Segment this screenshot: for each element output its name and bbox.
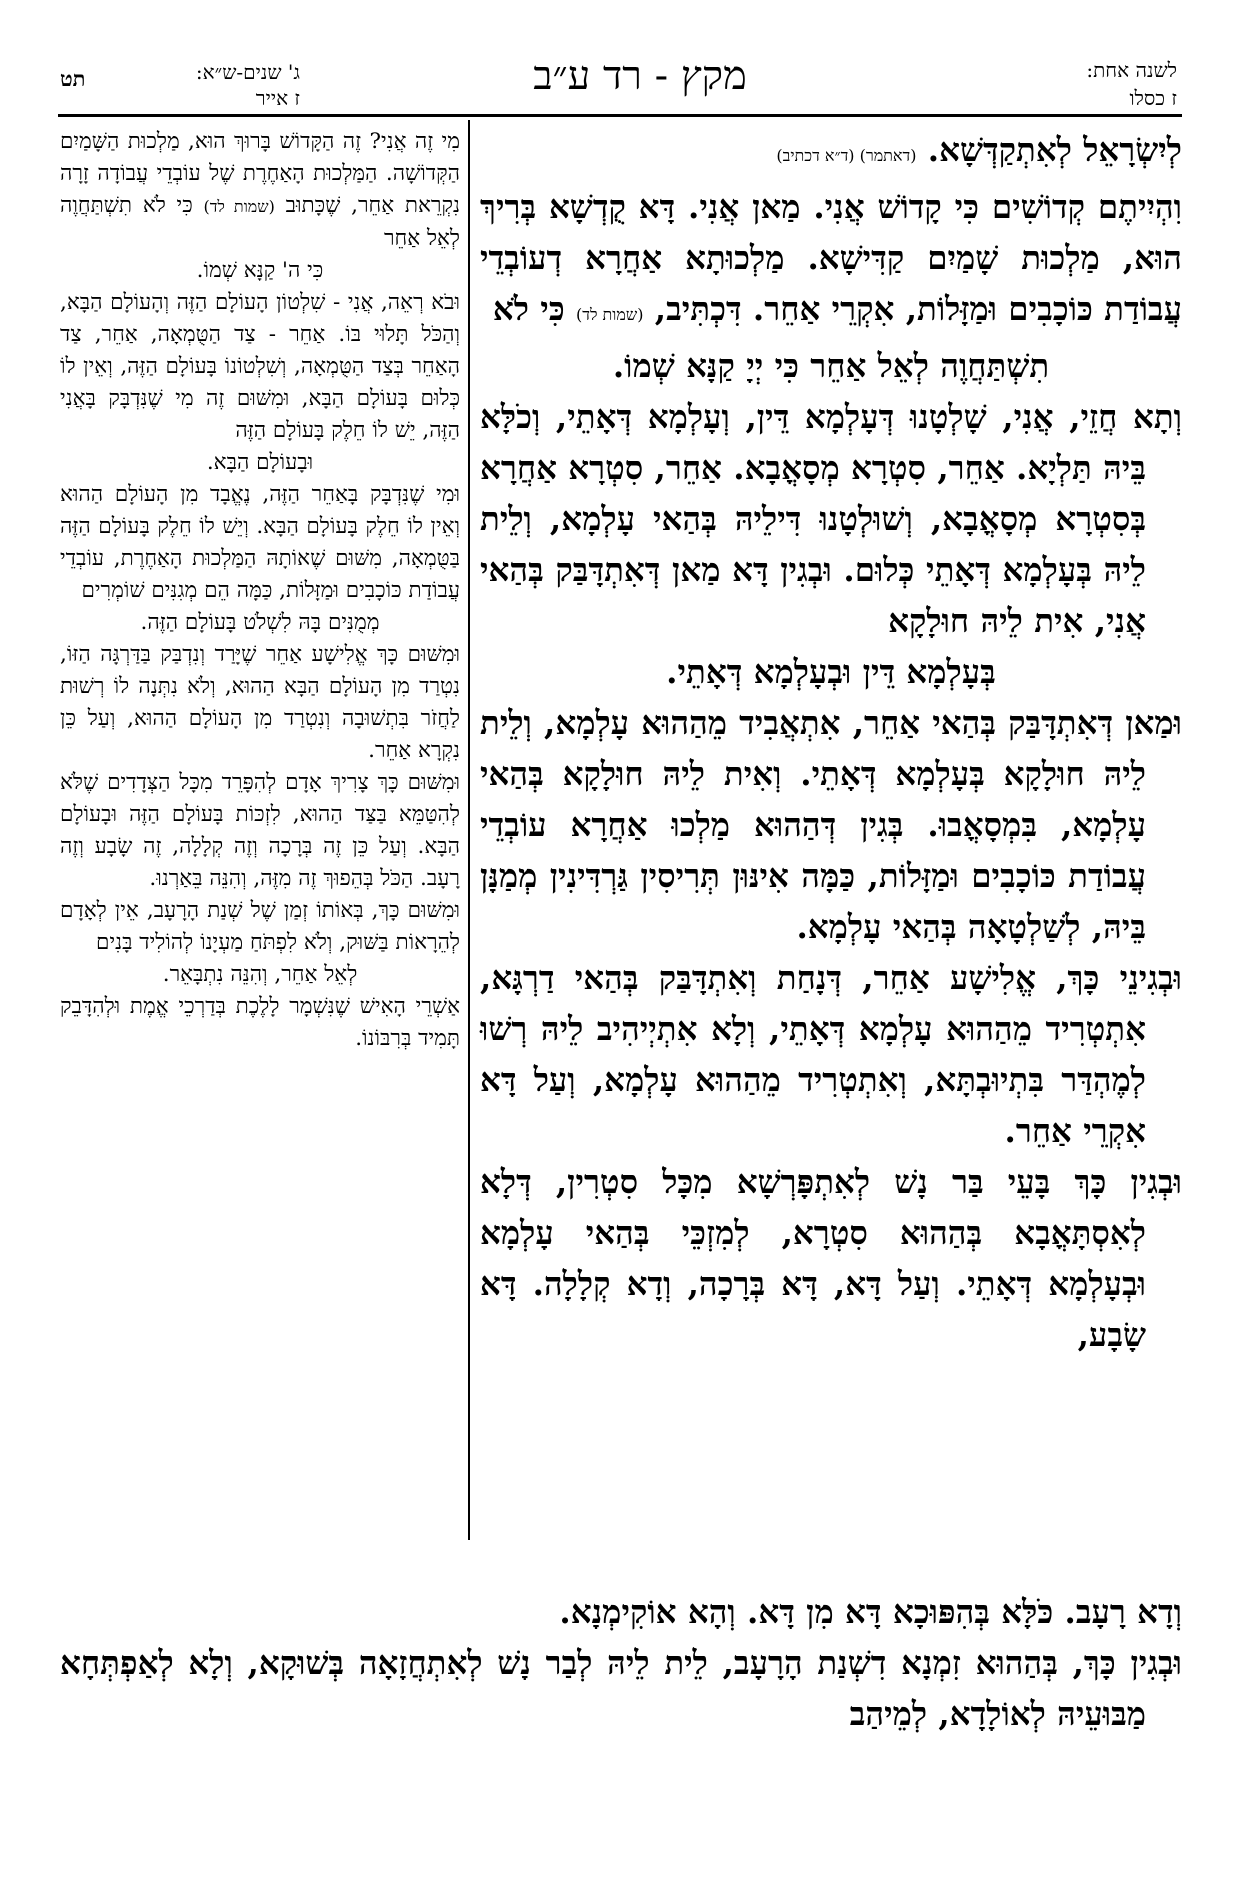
main-paragraph-5: וּמַאן דְּאִתְדָּבַּק בְּהַאי אַחֵר, אִתְאֲבִיד מֵהַהוּא עָלְמָא, וְלֵית לֵיהּ חוּלָקָא בְּעָלְמָא דְּאָתֵי. וְאִית לֵיהּ חוּלָקָא בְּהַאי עָלְמָא, בִּמְסָאֳבוּ. בְּגִין דְּהַהוּא מַלְכוּ אַחֲרָא עוֹבְדֵי עֲבוֹדַת כּוֹכָבִים וּמַזָּלוֹת, כַּמָּה אִינּוּן תְּרִיסִין גַּרְדִּינִין מְמַנָּן בֵּיהּ, לְשַׁלְטָאָה בְּהַאי עָלְמָא. [480,703,1182,946]
hebrew-translation-column [60,126,460,1055]
main-p2-text: וִהְיִיתֶם קְדוֹשִׁים כִּי קָדוֹשׁ אֲנִי. מַאן אֲנִי. דָּא קֻדְשָׁא בְּרִיךְ הוּא, מַלְכוּת שָׁמַיִם קַדִּישָׁא. מַלְכוּתָא אַחֲרָא דְעוֹבְדֵי עֲבוֹדַת כּוֹכָבִים וּמַזָּלוֹת, אִקְרֵי אַחֵר. דִּכְתִּיב, [480,187,1182,328]
column-divider [468,120,470,1540]
main-p2-ref: (שמות לד) [576,305,644,324]
side-paragraph-7: אַשְׁרֵי הָאִישׁ שֶׁנִּשְׁמָר לָלֶכֶת בְּדַרְכֵי אֱמֶת וּלְהִדָּבֵק תָּמִיד בְּרִבּוֹנוֹ. [60,994,460,1051]
schedule-date-right: ז כסלו [1129,86,1177,110]
main-paragraph-1 [480,124,1182,181]
side-paragraph-2-end: וּבָעוֹלָם הַבָּא. [206,450,314,475]
schedule-date-left: ז אייר [255,86,300,110]
main-aramaic-column [480,124,1182,1360]
side-paragraph-1 [60,126,460,255]
side-paragraph-6: וּמִשּׁוּם כָּךְ, בְּאוֹתוֹ זְמַן שֶׁל שְׁנַת הָרָעָב, אֵין לְאָדָם לְהֵרָאוֹת בַּשּׁוּק, וְלֹא לִפְתֹּחַ מַעְיָנוֹ לְהוֹלִיד בָּנִים [60,898,460,955]
side-s1-ref: (שמות לד) [203,197,275,216]
main-paragraph-4-end: בְּעָלְמָא דֵּין וּבְעָלְמָא דְּאָתֵי. [666,652,996,691]
full-width-text-block [60,1586,1182,1739]
schedule-three-years: ג' שנים-ש״א: [195,60,300,84]
bottom-paragraph-1: וְדָא רָעָב. כֹּלָּא בְּהִפּוּכָא דָּא מִן דָּא. וְהָא אוֹקִימְנָא. [559,1592,1182,1631]
page-number: תט [60,66,86,91]
side-s1-cont: כִּי לֹא תִשְׁתַּחֲוֶה לְאֵל אַחֵר [60,193,460,251]
header-rule [58,114,1182,117]
main-paragraph-3: תִשְׁתַּחֲוֶה לְאֵל אַחֵר כִּי יְיָ קַנָּא שְׁמוֹ. [612,346,1050,385]
main-p1-note: (דאתמר) (ד״א דכתיב) [776,146,917,165]
main-paragraph-4: וְתָא חֲזֵי, אֲנִי, שָׁלְטָנוּ דְּעָלְמָא דֵּין, וְעָלְמָא דְּאָתֵי, וְכֹלָּא בֵּיהּ תַּלְיָא. אַחֵר, סִטְרָא מְסָאֳבָא. אַחֵר, סִטְרָא אַחֲרָא בְּסִטְרָא מְסָאֳבָא, וְשׁוּלְטָנוּ דִּילֵיהּ בְּהַאי עָלְמָא, וְלֵית לֵיהּ בְּעָלְמָא דְּאָתֵי כְּלוּם. וּבְגִין דָּא מַאן דְּאִתְדָּבַּק בְּהַאי אֲנִי, אִית לֵיהּ חוּלָקָא [480,397,1182,640]
side-paragraph-1-end: כִּי ה' קַנָּא שְׁמוֹ. [196,258,324,283]
side-paragraph-4: וּמִשּׁוּם כָּךְ אֱלִישָׁע אַחֵר שֶׁיָּרַד וְנִדְבַּק בַּדַּרְגָּה הַזּוֹ, נִטְרַד מִן הָעוֹלָם הַבָּא הַהוּא, וְלֹא נִתְּנָה לוֹ רְשׁוּת לַחֲזֹר בִּתְשׁוּבָה וְנִטְרַד מִן הָעוֹלָם הַהוּא, וְעַל כֵּן נִקְרָא אַחֵר. [60,642,460,763]
main-paragraph-7: וּבְגִין כָּךְ בָּעֵי בַּר נָשׁ לְאִתְפָּרְשָׁא מִכָּל סִטְרִין, דְּלָא לְאִסְתָּאֳבָא בְּהַהוּא סִטְרָא, לְמִזְכֵּי בְּהַאי עָלְמָא וּבְעָלְמָא דְּאָתֵי. וְעַל דָּא, דָּא בְּרָכָה, וְדָא קְלָלָה. דָּא שָׂבָע, [480,1162,1182,1354]
side-paragraph-3-end: מְמֻנִּים בָּהּ לִשְׁלֹט בָּעוֹלָם הַזֶּה. [140,610,380,635]
side-s1-text: מִי זֶה אֲנִי? זֶה הַקָּדוֹשׁ בָּרוּךְ הוּא, מַלְכוּת הַשָּׁמַיִם הַקְּדוֹשָׁה. הַמַּלְכוּת הָאַחֶרֶת שֶׁל עוֹבְדֵי עֲבוֹדָה זָרָה נִקְרֵאת אַחֵר, שֶׁכָּתוּב [60,129,460,218]
side-paragraph-6-end: לְאֵל אַחֵר, וְהִנֵּה נִתְבָּאֵר. [162,962,358,987]
main-p2-end: כִּי לֹא [492,289,565,328]
page-title: מקץ - רד ע״ב [533,53,747,99]
main-paragraph-2 [480,181,1182,340]
side-paragraph-5: וּמִשּׁוּם כָּךְ צָרִיךְ אָדָם לְהִפָּרֵד מִכָּל הַצְּדָדִים שֶׁלֹּא לְהִטַּמֵּא בַּצַּד הַהוּא, לִזְכּוֹת בָּעוֹלָם הַזֶּה וּבָעוֹלָם הַבָּא. וְעַל כֵּן זֶה בְּרָכָה וְזֶה קְלָלָה, זֶה שָׂבָע וְזֶה רָעָב. הַכֹּל בְּהֵפוּךְ זֶה מִזֶּה, וְהִנֵּה בֵּאַרְנוּ. [60,770,460,891]
bottom-paragraph-2: וּבְגִין כָּךְ, בְּהַהוּא זִמְנָא דִשְׁנַת הָרָעָב, לֵית לֵיהּ לְבַר נָשׁ לְאִתְחֲזָאָה בְּשׁוּקָא, וְלָא לְאַפְתְּחָא מַבּוּעֵיהּ לְאוֹלָדָא, לְמֵיהַב [60,1643,1182,1733]
main-paragraph-6: וּבְגִינֵי כָּךְ, אֱלִישָׁע אַחֵר, דְּנָחַת וְאִתְדָּבַּק בְּהַאי דַרְגָּא, אִתְטְרִיד מֵהַהוּא עָלְמָא דְּאָתֵי, וְלָא אִתְיְיהִיב לֵיהּ רְשׁוּ לְמֶהְדַּר בִּתְיוּבְתָּא, וְאִתְטְרִיד מֵהַהוּא עָלְמָא, וְעַל דָּא אִקְרֵי אַחֵר. [480,958,1182,1150]
side-paragraph-3: וּמִי שֶׁנִּדְבָּק בָּאַחֵר הַזֶּה, נֶאֱבָד מִן הָעוֹלָם הַהוּא וְאֵין לוֹ חֵלֶק בָּעוֹלָם הַבָּא. וְיֵשׁ לוֹ חֵלֶק בָּעוֹלָם הַזֶּה בַּטֻּמְאָה, מִשּׁוּם שֶׁאוֹתָהּ הַמַּלְכוּת הָאַחֶרֶת, עוֹבְדֵי עֲבוֹדַת כּוֹכָבִים וּמַזָּלוֹת, כַּמָּה הֵם מְגִנִּים שׁוֹמְרִים [60,482,460,603]
main-p1-text: לְיִשְׂרָאֵל לְאִתְקַדְּשָׁא. [927,130,1182,169]
side-paragraph-2: וּבֹא רְאֵה, אֲנִי - שִׁלְטוֹן הָעוֹלָם הַזֶּה וְהָעוֹלָם הַבָּא, וְהַכֹּל תָּלוּי בּוֹ. אַחֵר - צַד הַטֻּמְאָה, אַחֵר, צַד הָאַחֵר בְּצַד הַטֻּמְאָה, וְשִׁלְטוֹנוֹ בָּעוֹלָם הַזֶּה, וְאֵין לוֹ כְּלוּם בָּעוֹלָם הַבָּא, וּמִשּׁוּם זֶה מִי שֶׁנִּדְבָּק בָּאֲנִי הַזֶּה, יֵשׁ לוֹ חֵלֶק בָּעוֹלָם הַזֶּה [60,290,460,443]
schedule-one-year: לשנה אחת: [1086,58,1177,82]
